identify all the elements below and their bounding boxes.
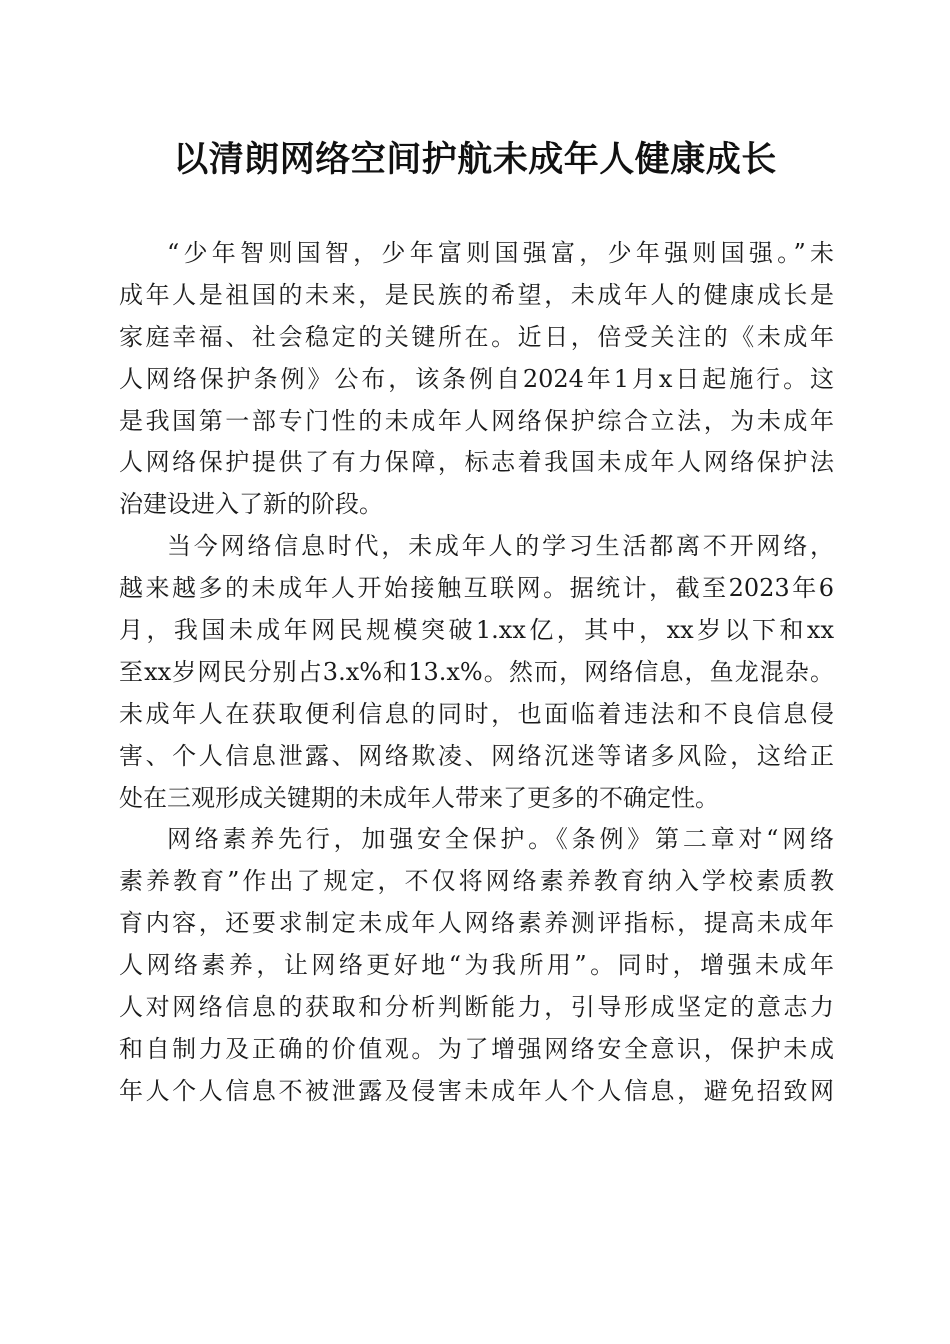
paragraph-3 (119, 819, 834, 1112)
paragraph-line: 害、个人信息泄露、网络欺凌、网络沉迷等诸多风险，这给正 (119, 741, 834, 770)
paragraph-line: 当今网络信息时代，未成年人的学习生活都离不开网络， (167, 532, 834, 561)
paragraph-line: 治建设进入了新的阶段。 (119, 490, 383, 519)
paragraph-line: 人网络保护条例》公布，该条例自2024年1月x日起施行。这 (119, 364, 834, 393)
paragraph-line: 年人个人信息不被泄露及侵害未成年人个人信息，避免招致网 (119, 1076, 834, 1105)
paragraph-2 (119, 526, 834, 819)
paragraph-line: 人对网络信息的获取和分析判断能力，引导形成坚定的意志力 (119, 993, 834, 1022)
document-title: 以清朗网络空间护航未成年人健康成长 (173, 139, 777, 180)
paragraph-1 (119, 233, 834, 526)
paragraph-line: 越来越多的未成年人开始接触互联网。据统计，截至2023年6 (119, 574, 834, 603)
paragraph-line: 成年人是祖国的未来，是民族的希望，未成年人的健康成长是 (119, 280, 834, 309)
document-body (119, 233, 834, 1113)
paragraph-line: 是我国第一部专门性的未成年人网络保护综合立法，为未成年 (119, 406, 834, 435)
paragraph-line: 素养教育”作出了规定，不仅将网络素养教育纳入学校素质教 (119, 867, 834, 896)
paragraph-line: 人网络保护提供了有力保障，标志着我国未成年人网络保护法 (119, 448, 834, 477)
paragraph-line: 月，我国未成年网民规模突破1.xx亿，其中，xx岁以下和xx (119, 616, 834, 645)
paragraph-line: 处在三观形成关键期的未成年人带来了更多的不确定性。 (119, 783, 719, 812)
paragraph-line: 网络素养先行，加强安全保护。《条例》第二章对“网络 (167, 825, 834, 854)
paragraph-line: “少年智则国智，少年富则国强富，少年强则国强。”未 (167, 239, 834, 267)
paragraph-line: 和自制力及正确的价值观。为了增强网络安全意识，保护未成 (119, 1034, 834, 1063)
paragraph-line: 未成年人在获取便利信息的同时，也面临着违法和不良信息侵 (119, 699, 834, 728)
paragraph-line: 人网络素养，让网络更好地“为我所用”。同时，增强未成年 (119, 951, 834, 980)
paragraph-line: 育内容，还要求制定未成年人网络素养测评指标，提高未成年 (119, 909, 834, 938)
paragraph-line: 家庭幸福、社会稳定的关键所在。近日，倍受关注的《未成年 (119, 322, 834, 351)
paragraph-line: 至xx岁网民分别占3.x%和13.x%。然而，网络信息，鱼龙混杂。 (119, 657, 834, 686)
